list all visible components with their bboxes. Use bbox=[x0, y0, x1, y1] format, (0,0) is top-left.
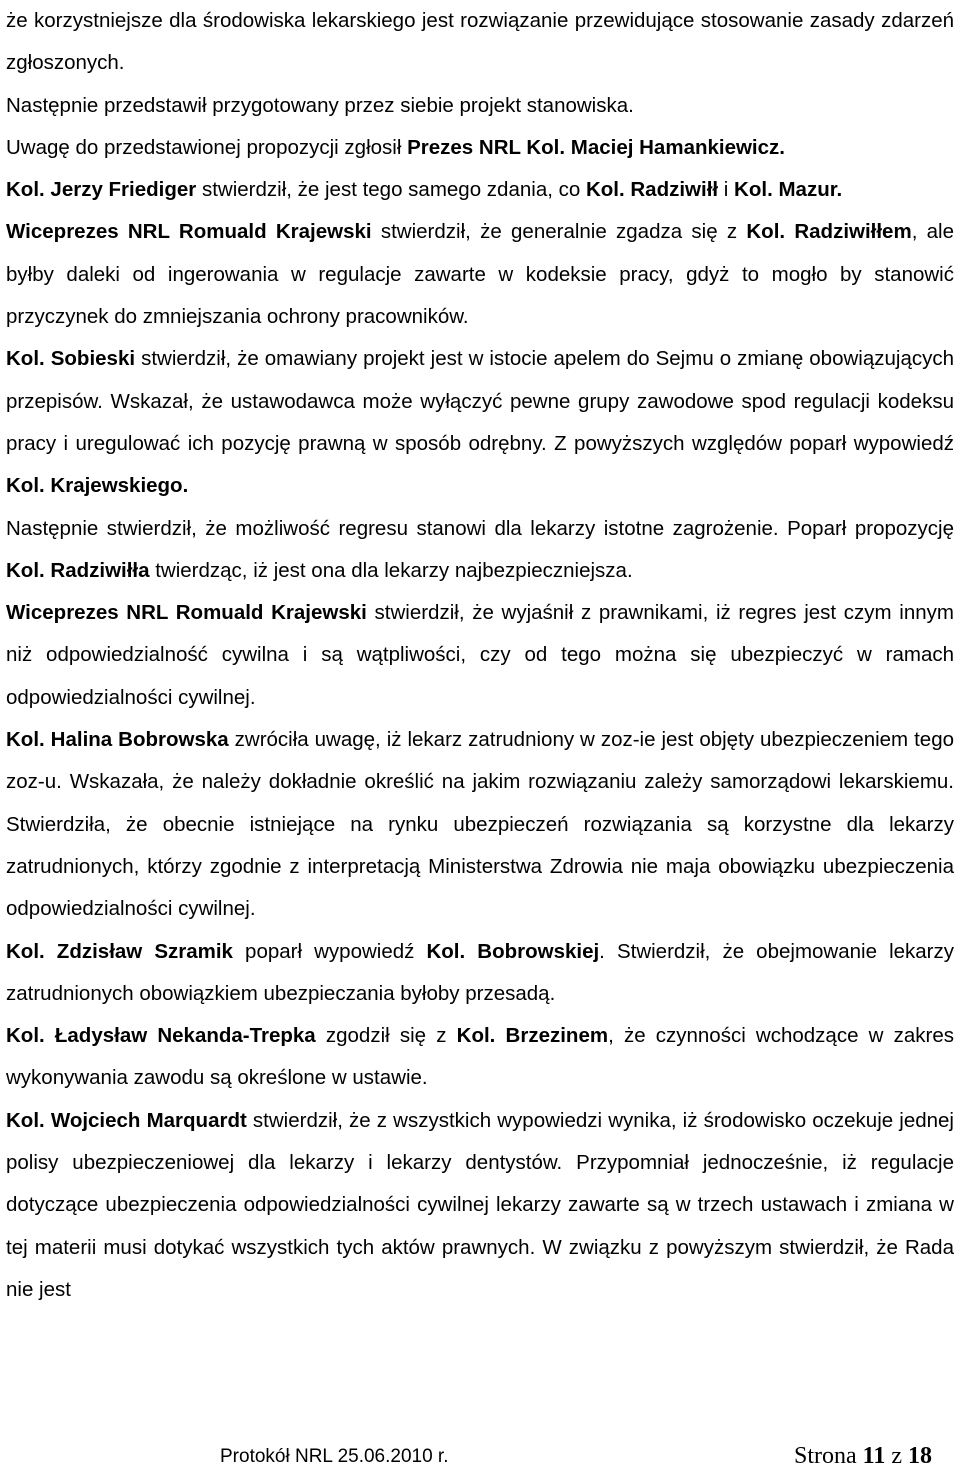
paragraph bbox=[6, 592, 954, 719]
footer-page-number: 11 bbox=[862, 1443, 886, 1469]
text-span: twierdząc, iż jest ona dla lekarzy najbezpieczniejsza. bbox=[149, 558, 633, 582]
paragraph bbox=[6, 1100, 954, 1311]
footer-protocol-label: Protokół NRL 25.06.2010 r. bbox=[220, 1446, 449, 1467]
bold-name-span: Kol. Krajewskiego. bbox=[6, 474, 189, 498]
text-span: stwierdził, że z wszystkich wypowiedzi wynika, iż środowisko oczekuje jednej polisy ubezpieczeniowej dla lekarzy i lekarzy dentystów. Przypomniał jednocześnie, iż regulacje dotyczące ubezpieczenia odpowiedzialności cywilnej lekarzy zawarte są w trzech ustawach i zmiana w tej materii musi dotykać wszystkich tych aktów prawnych. W związku z powyższym stwierdził, że Rada nie jest bbox=[6, 1108, 954, 1301]
paragraph bbox=[6, 719, 954, 930]
paragraph bbox=[6, 931, 954, 1016]
text-span: . Stwierdził, że obejmowanie lekarzy zatrudnionych obowiązkiem ubezpieczania byłoby przesadą. bbox=[6, 939, 954, 1005]
bold-name-span: Kol. Bobrowskiej bbox=[426, 939, 600, 963]
bold-name-span: Prezes NRL Kol. Maciej Hamankiewicz. bbox=[407, 135, 785, 159]
text-span: , ale byłby daleki od ingerowania w regulacje zawarte w kodeksie pracy, gdyż to mogło by stanowić przyczynek do zmniejszania ochrony pracowników. bbox=[6, 220, 955, 329]
bold-name-span: Kol. Radziwiłł bbox=[585, 178, 719, 202]
bold-name-span: Wiceprezes NRL Romuald Krajewski bbox=[6, 220, 372, 244]
bold-name-span: Kol. Radziwiłłem bbox=[746, 220, 912, 244]
page-footer bbox=[0, 1443, 960, 1473]
text-span: Następnie stwierdził, że możliwość regresu stanowi dla lekarzy istotne zagrożenie. Poparł propozycję bbox=[6, 516, 954, 540]
text-span: zgodził się z bbox=[315, 1024, 457, 1048]
text-span: Uwagę do przedstawionej propozycji zgłosił bbox=[6, 135, 408, 159]
bold-name-span: Kol. Brzezinem bbox=[456, 1024, 609, 1048]
paragraph bbox=[6, 85, 954, 127]
bold-name-span: Kol. Sobieski bbox=[6, 347, 136, 371]
text-span: poparł wypowiedź bbox=[232, 939, 427, 963]
text-span: stwierdził, że wyjaśnił z prawnikami, iż regres jest czym innym niż odpowiedzialność cywilna i są wątpliwości, czy od tego można się ubezpieczyć w ramach odpowiedzialności cywilnej. bbox=[6, 601, 954, 709]
text-span: stwierdził, że generalnie zgadza się z bbox=[371, 220, 747, 244]
paragraph bbox=[6, 1015, 954, 1100]
paragraph bbox=[6, 0, 954, 85]
paragraph bbox=[6, 338, 954, 507]
paragraph bbox=[6, 127, 954, 169]
text-span: że korzystniejsze dla środowiska lekarskiego jest rozwiązanie przewidujące stosowanie zasady zdarzeń zgłoszonych. bbox=[6, 9, 954, 75]
text-span: zwróciła uwagę, iż lekarz zatrudniony w zoz-ie jest objęty ubezpieczeniem tego zoz-u. Wskazała, że należy dokładnie określić na jakim rozwiązaniu zależy samorządowi lekarskiemu. Stwierdziła, że obecnie istniejące na rynku ubezpieczeń rozwiązania są korzystne dla lekarzy zatrudnionych, którzy zgodnie z interpretacją Ministerstwa Zdrowia nie maja obowiązku ubezpieczenia odpowiedzialności cywilnej. bbox=[6, 728, 954, 921]
text-span: , że czynności wchodzące w zakres wykonywania zawodu są określone w ustawie. bbox=[6, 1024, 954, 1090]
footer-of-label: z bbox=[885, 1443, 908, 1469]
text-span: Następnie przedstawił przygotowany przez siebie projekt stanowiska. bbox=[6, 93, 634, 117]
paragraph bbox=[6, 508, 954, 593]
bold-name-span: Kol. Jerzy Friediger bbox=[6, 178, 197, 202]
document-body bbox=[6, 0, 954, 1311]
paragraph bbox=[6, 169, 954, 211]
bold-name-span: Kol. Zdzisław Szramik bbox=[6, 939, 233, 963]
bold-name-span: Kol. Mazur. bbox=[734, 178, 843, 202]
bold-name-span: Kol. Radziwiłła bbox=[6, 558, 150, 582]
paragraph bbox=[6, 211, 954, 338]
bold-name-span: Kol. Halina Bobrowska bbox=[6, 728, 229, 752]
footer-total-pages: 18 bbox=[908, 1443, 932, 1469]
bold-name-span: Wiceprezes NRL Romuald Krajewski bbox=[6, 601, 367, 625]
text-span: stwierdził, że jest tego samego zdania, co bbox=[196, 178, 586, 202]
text-span: stwierdził, że omawiany projekt jest w istocie apelem do Sejmu o zmianę obowiązujących przepisów. Wskazał, że ustawodawca może wyłączyć pewne grupy zawodowe spod regulacji kodeksu pracy i uregulować ich pozycję prawną w sposób odrębny. Z powyższych względów poparł wypowiedź bbox=[6, 347, 954, 455]
footer-page-counter bbox=[794, 1443, 932, 1470]
bold-name-span: Kol. Ładysław Nekanda-Trepka bbox=[6, 1024, 316, 1048]
bold-name-span: Kol. Wojciech Marquardt bbox=[6, 1108, 247, 1132]
footer-strona-label: Strona bbox=[793, 1443, 863, 1469]
text-span: i bbox=[718, 178, 735, 202]
